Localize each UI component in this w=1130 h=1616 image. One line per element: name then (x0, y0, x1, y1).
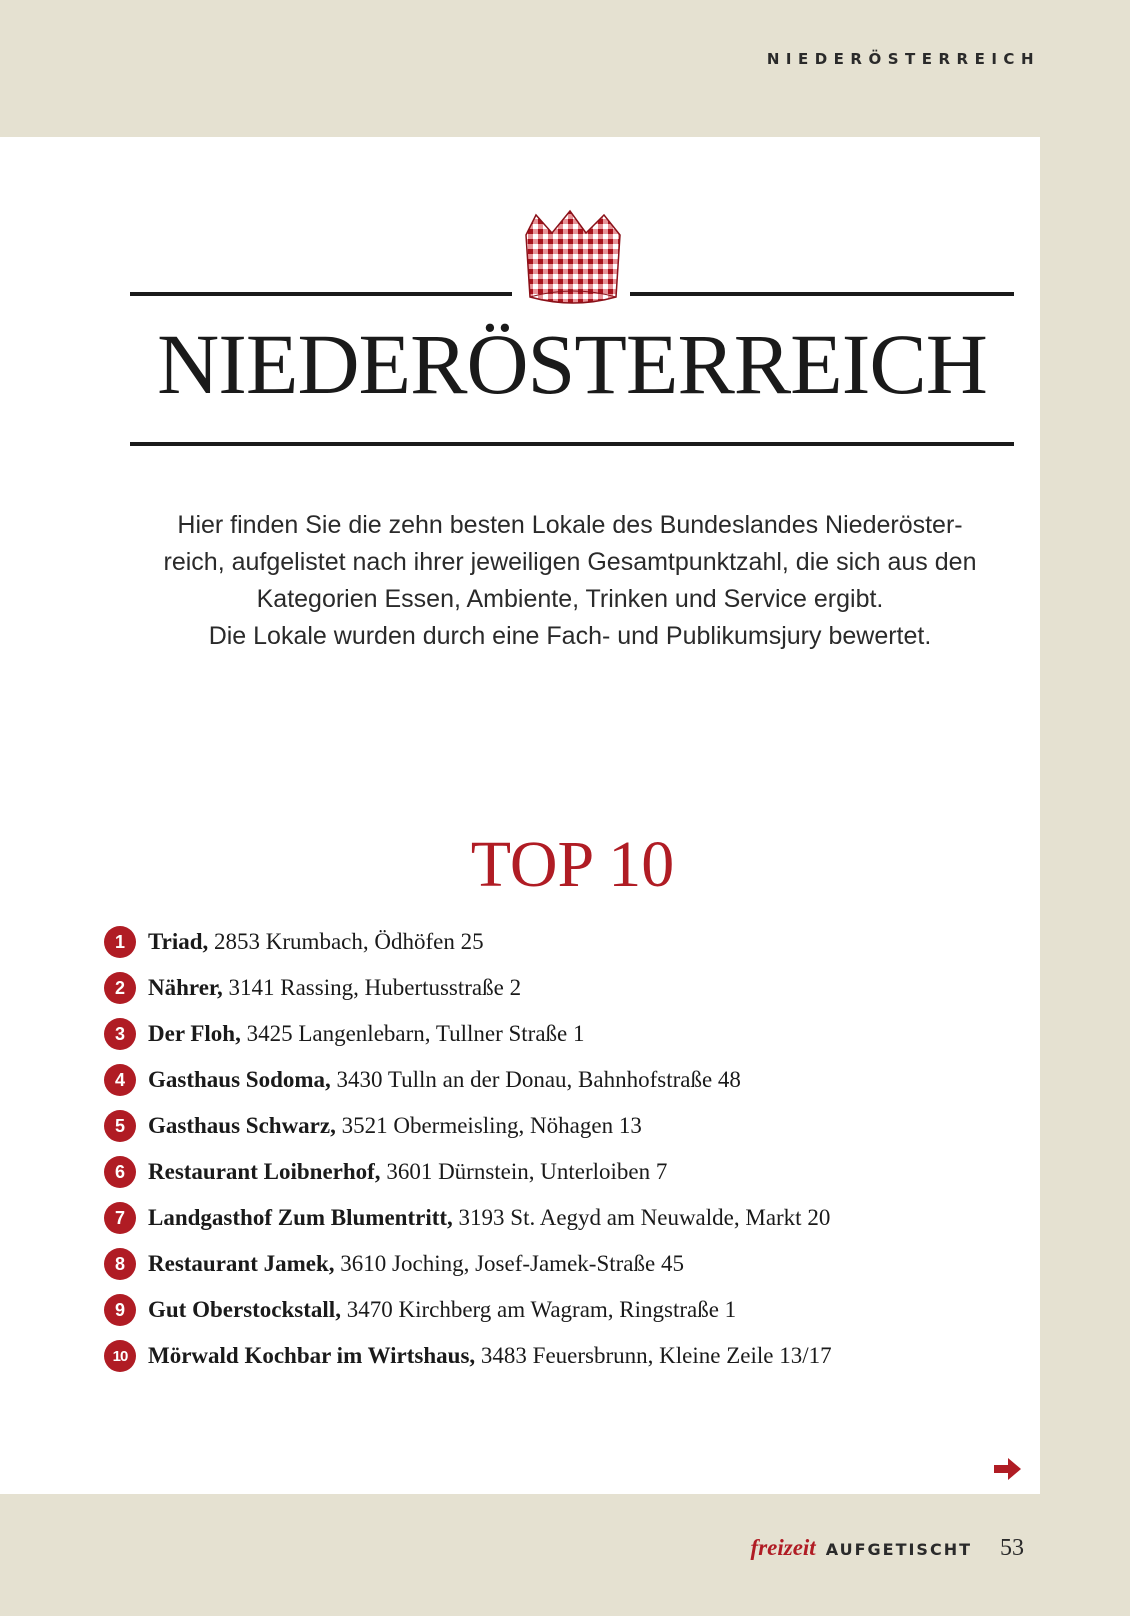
rank-badge: 8 (104, 1248, 136, 1280)
restaurant-address: 3425 Langenlebarn, Tullner Straße 1 (246, 1021, 585, 1046)
brand-name: freizeit (750, 1535, 816, 1560)
restaurant-name: Gasthaus Schwarz, (148, 1113, 336, 1138)
rank-badge: 4 (104, 1064, 136, 1096)
restaurant-name: Gasthaus Sodoma, (148, 1067, 331, 1092)
restaurant-address: 3470 Kirchberg am Wagram, Ringstraße 1 (346, 1297, 737, 1322)
rank-badge: 9 (104, 1294, 136, 1326)
page-footer (751, 1535, 1024, 1562)
list-item (104, 1057, 1024, 1103)
top-ten-list (104, 919, 1024, 1379)
restaurant-name: Mörwald Kochbar im Wirtshaus, (148, 1343, 476, 1368)
restaurant-name: Restaurant Loibnerhof, (148, 1159, 381, 1184)
restaurant-name: Restaurant Jamek, (148, 1251, 335, 1276)
list-item (104, 1195, 1024, 1241)
title-rule-top-right (630, 292, 1014, 296)
intro-line: Die Lokale wurden durch eine Fach- und Publikumsjury bewertet. (208, 622, 932, 650)
restaurant-name: Der Floh, (148, 1021, 241, 1046)
intro-text (110, 507, 1030, 655)
arrow-right-icon[interactable] (994, 1457, 1022, 1481)
list-item (104, 1241, 1024, 1287)
rank-badge: 7 (104, 1202, 136, 1234)
restaurant-name: Gut Oberstockstall, (148, 1297, 341, 1322)
restaurant-name: Triad, (148, 929, 209, 954)
section-name: AUFGETISCHT (825, 1540, 972, 1559)
list-item (104, 1333, 1024, 1379)
restaurant-address: 3193 St. Aegyd am Neuwalde, Markt 20 (458, 1205, 831, 1230)
list-item (104, 965, 1024, 1011)
restaurant-name: Landgasthof Zum Blumentritt, (148, 1205, 453, 1230)
title-rule-top-left (130, 292, 512, 296)
rank-badge: 3 (104, 1018, 136, 1050)
intro-line: Kategorien Essen, Ambiente, Trinken und Service ergibt. (256, 585, 884, 613)
checkered-napkin-crown-icon (518, 209, 628, 309)
page-number: 53 (1000, 1535, 1024, 1561)
running-head: NIEDERÖSTERREICH (766, 50, 1040, 68)
title-rule-bottom (130, 442, 1014, 446)
restaurant-address: 3521 Obermeisling, Nöhagen 13 (341, 1113, 642, 1138)
intro-line: Hier finden Sie die zehn besten Lokale des Bundeslandes Niederöster- (177, 511, 963, 539)
restaurant-address: 3601 Dürnstein, Unterloiben 7 (386, 1159, 668, 1184)
list-item (104, 1103, 1024, 1149)
intro-line: reich, aufgelistet nach ihrer jeweiligen Gesamtpunktzahl, die sich aus den (163, 548, 977, 576)
rank-badge: 1 (104, 926, 136, 958)
restaurant-address: 3141 Rassing, Hubertusstraße 2 (228, 975, 522, 1000)
list-item (104, 1287, 1024, 1333)
restaurant-name: Nährer, (148, 975, 223, 1000)
content-panel (0, 137, 1040, 1494)
list-item (104, 1011, 1024, 1057)
restaurant-address: 2853 Krumbach, Ödhöfen 25 (214, 929, 484, 954)
restaurant-address: 3610 Joching, Josef-Jamek-Straße 45 (340, 1251, 684, 1276)
page-title: NIEDERÖSTERREICH (157, 316, 987, 412)
rank-badge: 5 (104, 1110, 136, 1142)
restaurant-address: 3483 Feuersbrunn, Kleine Zeile 13/17 (480, 1343, 832, 1368)
rank-badge: 6 (104, 1156, 136, 1188)
rank-badge: 2 (104, 972, 136, 1004)
restaurant-address: 3430 Tulln an der Donau, Bahnhofstraße 48 (336, 1067, 741, 1092)
list-item (104, 1149, 1024, 1195)
rank-badge: 10 (104, 1340, 136, 1372)
top-ten-heading: TOP 10 (470, 828, 675, 901)
list-item (104, 919, 1024, 965)
